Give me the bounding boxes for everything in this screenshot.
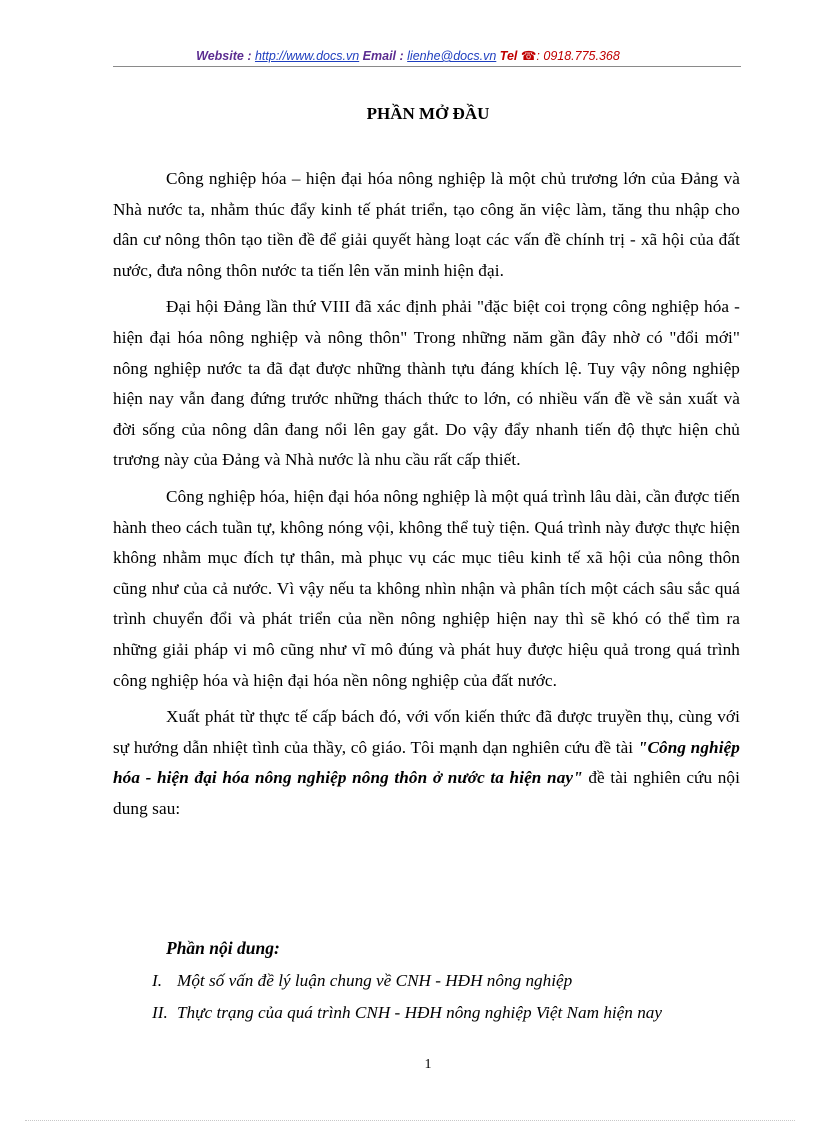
paragraph-2: Đại hội Đảng lần thứ VIII đã xác định phải "đặc biệt coi trọng công nghiệp hóa - hiện đại hóa nông nghiệp và nông thôn" Trong những năm gần đây nhờ có "đổi mới" nông nghiệp nước ta đã đạt được những thành tựu đáng khích lệ. Tuy vậy nông nghiệp hiện nay vẫn đang đứng trước những thách thức to lớn, có nhiều vấn đề về sản xuất và đời sống của nông dân đang nổi lên gay gắt. Do vậy đẩy nhanh tiến độ thực hiện chủ trương này của Đảng và Nhà nước là nhu cầu rất cấp thiết.: [113, 297, 740, 470]
email-separator: :: [396, 49, 404, 63]
outline-number: I.: [152, 971, 163, 990]
paragraph-4-outro: đề tài nghiên cứu nội dung sau:: [113, 768, 740, 818]
outline-item: [152, 1003, 662, 1023]
paragraph-3: Công nghiệp hóa, hiện đại hóa nông nghiệp là một quá trình lâu dài, cần được tiến hành theo cách tuần tự, không nóng vội, không thể tuỳ tiện. Quá trình này được thực hiện không nhằm mục đích tự thân, mà phục vụ các mục tiêu kinh tế xã hội của nông thôn cũng như của cả nước. Vì vậy nếu ta không nhìn nhận và phân tích một cách sâu sắc quá trình chuyển đổi và phát triển của nền nông nghiệp hiện nay thì sẽ khó có thể tìm ra những giải pháp vi mô cũng như vĩ mô đúng và phát huy được hiệu quả trong quá trình công nghiệp hóa và hiện đại hóa nền nông nghiệp của đất nước.: [113, 486, 740, 690]
page-title: PHẦN MỞ ĐẦU: [366, 104, 490, 123]
paragraph-4-intro: Xuất phát từ thực tế cấp bách đó, với vốn kiến thức đã được truyền thụ, cùng với sự hướng dẫn nhiệt tình của thầy, cô giáo. Tôi mạnh dạn nghiên cứu đề tài: [113, 707, 740, 757]
email-link[interactable]: lienhe@docs.vn: [407, 49, 497, 63]
outline-text: Một số vấn đề lý luận chung về CNH - HĐH nông nghiệp: [177, 971, 573, 990]
section-heading: Phần nội dung:: [166, 938, 280, 958]
email-label: Email: [362, 49, 397, 63]
research-topic: "Công nghiệp hóa - hiện đại hóa nông nghiệp nông thôn ở nước ta hiện nay": [113, 737, 740, 788]
website-label: Website :: [196, 49, 252, 63]
outline-text: Thực trạng của quá trình CNH - HĐH nông nghiệp Việt Nam hiện nay: [177, 1003, 663, 1022]
paragraph-4: [113, 702, 740, 824]
phone-number: : 0918.775.368: [536, 49, 620, 63]
website-link[interactable]: http://www.docs.vn: [254, 49, 360, 63]
paragraph-1: Công nghiệp hóa – hiện đại hóa nông nghiệp là một chủ trương lớn của Đảng và Nhà nước ta, nhằm thúc đẩy kinh tế phát triển, tạo công ăn việc làm, tăng thu nhập cho dân cư nông thôn tạo tiền đề để giải quyết hàng loạt các vấn đề chính trị - xã hội của đất nước, đưa nông thôn nước ta tiến lên văn minh hiện đại.: [113, 169, 740, 280]
outline-number: II.: [152, 1003, 168, 1022]
document-body: [113, 164, 740, 824]
page-bottom-border: [25, 1120, 795, 1121]
page-header: [0, 47, 816, 65]
phone-label: Tel ☎: [499, 49, 537, 63]
page-number: 1: [424, 1057, 432, 1072]
outline-item: [152, 971, 572, 991]
header-divider: [113, 66, 741, 67]
